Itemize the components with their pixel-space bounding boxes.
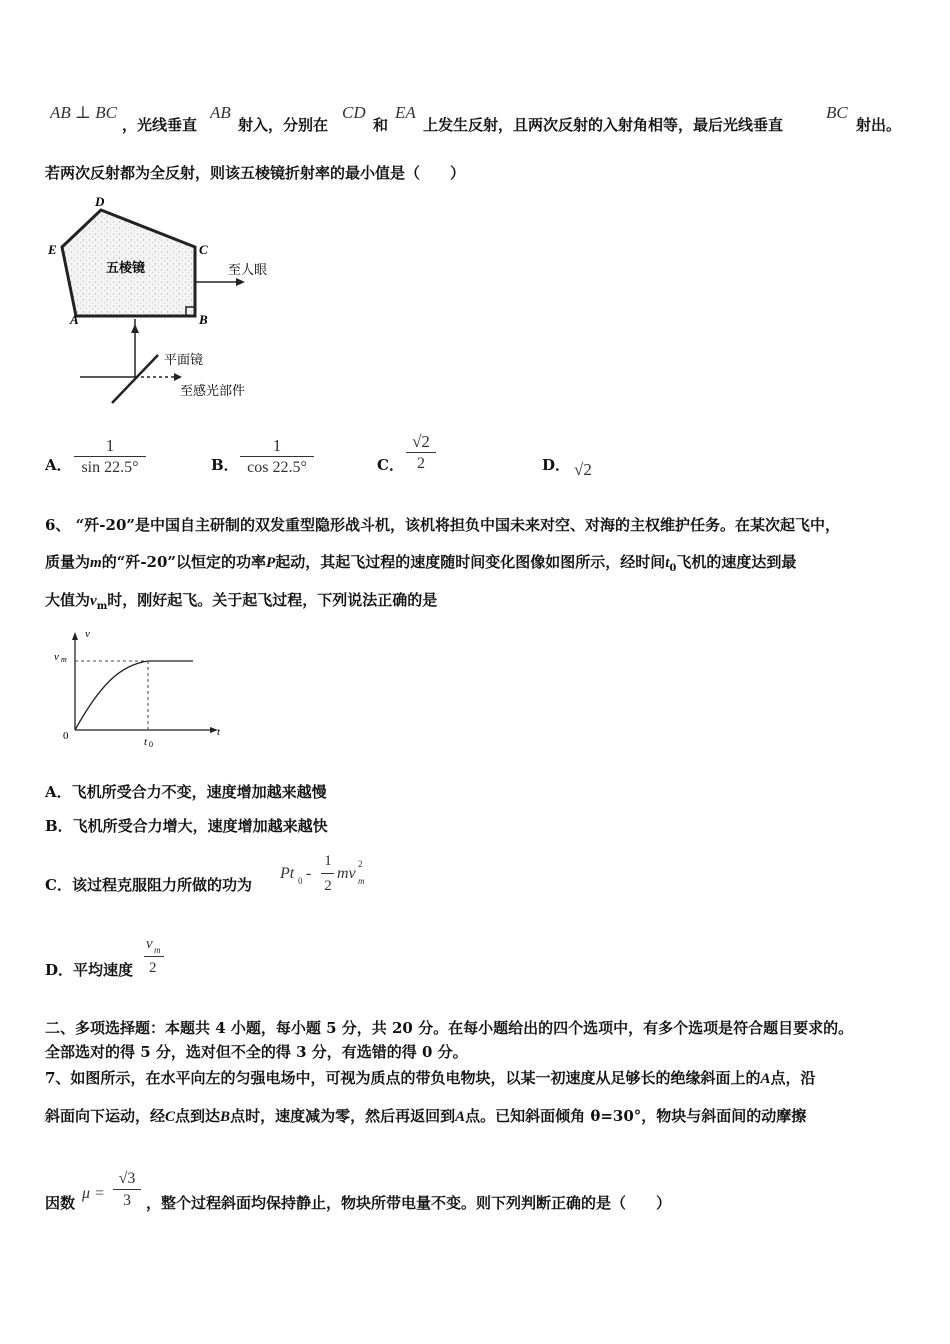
q5-option-c-label: C． xyxy=(377,456,404,474)
q6-line-3: 大值为$v_m$时，刚好起飞。关于起飞过程，下列说法正确的是 xyxy=(45,591,438,612)
q5-text-2: 射入，分别在 xyxy=(238,116,329,134)
axis-label-v: v xyxy=(85,628,90,640)
axis-label-t: t xyxy=(217,726,221,738)
q6-option-c-expr: Pt 0 - 1 2 mv 2 m xyxy=(280,853,365,894)
q5-option-d-label: D． xyxy=(542,456,571,474)
q6-line-1: 6、 “歼-20”是中国自主研制的双发重型隐形战斗机，该机将担负中国未来对空、对海的主权维护任务。在某次起飞中， xyxy=(45,516,841,534)
q6-option-d-frac: v m 2 xyxy=(144,936,166,980)
q5-text-3: 和 xyxy=(373,116,389,134)
q5-text-1: ，光线垂直 xyxy=(122,116,198,134)
q7-line-2: 斜面向下运动，经C点到达B点时，速度减为零，然后再返回到A点。已知斜面倾角 θ=30°，物块与斜面间的动摩擦 xyxy=(45,1107,807,1125)
q5-option-b-frac: 1 cos 22.5° xyxy=(240,437,314,476)
q6-option-d: D．平均速度 xyxy=(45,961,134,979)
q5-question-line: 若两次反射都为全反射，则该五棱镜折射率的最小值是（ ） xyxy=(45,164,466,182)
vm-label-sub: m xyxy=(61,655,67,664)
q5-option-d-value: √2 xyxy=(574,460,592,479)
label-A: A xyxy=(70,312,79,327)
math-ea: EA xyxy=(395,103,416,122)
q5-option-b-label: B． xyxy=(211,456,239,474)
q5-text-5: 射出。 xyxy=(856,116,902,134)
pentaprism-figure xyxy=(40,190,300,410)
q5-option-c-frac: √2 2 xyxy=(406,433,436,472)
math-bc: BC xyxy=(826,103,848,122)
origin-label: 0 xyxy=(63,730,69,742)
label-sensor: 至感光部件 xyxy=(180,383,246,398)
math-ab-perp-bc: AB ⊥ BC xyxy=(50,103,117,122)
t0-label: t xyxy=(144,736,148,748)
math-ab: AB xyxy=(210,103,231,122)
label-prism: 五棱镜 xyxy=(106,260,146,275)
label-D: D xyxy=(95,194,105,209)
q6-option-a: A．飞机所受合力不变，速度增加越来越慢 xyxy=(45,783,327,801)
math-mu-frac: √3 3 xyxy=(113,1171,141,1209)
up-arrow-icon xyxy=(131,324,139,333)
velocity-time-graph xyxy=(45,625,235,755)
t0-label-sub: 0 xyxy=(149,740,153,749)
y-axis-arrow-icon xyxy=(72,632,78,640)
vm-label: v xyxy=(54,651,59,663)
label-B: B xyxy=(199,312,208,327)
q6-line-2: 质量为m的“歼-20”以恒定的功率P起动，其起飞过程的速度随时间变化图像如图所示，经时间$t_0$飞机的速度达到最 xyxy=(45,553,797,574)
label-mirror: 平面镜 xyxy=(164,352,204,367)
math-mu: μ = xyxy=(82,1185,105,1202)
right-arrow-icon xyxy=(174,373,182,381)
q6-option-c: C．该过程克服阻力所做的功为 xyxy=(45,876,252,894)
section-2-line-2: 全部选对的得 5 分，选对但不全的得 3 分，有选错的得 0 分。 xyxy=(45,1043,468,1061)
q7-line-3-prefix: 因数 xyxy=(45,1194,76,1212)
math-cd: CD xyxy=(342,103,366,122)
q5-text-4: 上发生反射，且两次反射的入射角相等，最后光线垂直 xyxy=(423,116,784,134)
exit-arrow-icon xyxy=(236,278,245,286)
q5-option-a-frac: 1 sin 22.5° xyxy=(74,437,146,476)
label-C: C xyxy=(199,242,208,257)
label-E: E xyxy=(48,242,57,257)
label-eye: 至人眼 xyxy=(228,262,268,277)
velocity-curve xyxy=(75,661,148,730)
q7-line-3-suffix: ，整个过程斜面均保持静止，物块所带电量不变。则下列判断正确的是（ ） xyxy=(146,1194,672,1212)
section-2-line-1: 二、多项选择题：本题共 4 小题，每小题 5 分，共 20 分。在每小题给出的四个选项中，有多个选项是符合题目要求的。 xyxy=(45,1019,854,1037)
q7-line-1: 7、如图所示，在水平向左的匀强电场中，可视为质点的带负电物块，以某一初速度从足够长的绝缘斜面上的A点，沿 xyxy=(45,1069,816,1087)
q6-option-b: B．飞机所受合力增大，速度增加越来越快 xyxy=(45,817,328,835)
q5-option-a-label: A． xyxy=(45,456,72,474)
